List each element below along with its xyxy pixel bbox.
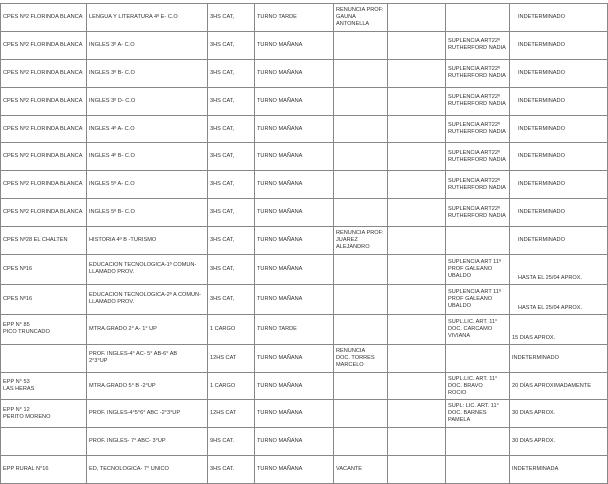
cell-school: EPP N° 53 LAS HERAS <box>1 372 87 400</box>
cell-hours: 3HS CAT. <box>208 456 255 484</box>
cell-school: CPES Nº28 EL CHALTEN <box>1 227 87 255</box>
cell-shift: TURNO MAÑANA <box>255 31 334 59</box>
table-row <box>1 428 608 456</box>
cell-substitute: SUPLENCIA ART22º RUTHERFORD NADIA <box>446 59 510 87</box>
cell-subject: ED, TECNOLOGICA- 7° UNICO <box>87 456 208 484</box>
cell-substitute: SUPLENCIA ART22º RUTHERFORD NADIA <box>446 199 510 227</box>
cell-school: CPES Nº2 FLORINDA BLANCA <box>1 171 87 199</box>
cell-extra <box>388 400 446 428</box>
cell-substitute: SUPLENCIA ART22º RUTHERFORD NADIA <box>446 171 510 199</box>
cell-extra <box>388 143 446 171</box>
cell-hours: 3HS CAT, <box>208 87 255 115</box>
cell-shift: TURNO MAÑANA <box>255 115 334 143</box>
table-row <box>1 4 608 32</box>
cell-reason <box>334 171 388 199</box>
cell-school: CPES Nº16 <box>1 284 87 314</box>
cell-hours: 3HS CAT, <box>208 171 255 199</box>
cell-school: CPES Nº2 FLORINDA BLANCA <box>1 199 87 227</box>
cell-reason <box>334 400 388 428</box>
cell-hours: 3HS CAT, <box>208 31 255 59</box>
cell-extra <box>388 171 446 199</box>
cell-substitute: SUPL: LIC. ART. 11° DOC. BARNES PAMELA <box>446 400 510 428</box>
cell-substitute: SUPLENCIA ART 11º PROF GALEANO UBALDO <box>446 255 510 285</box>
cell-subject: MTRA.GRADO 2° A- 1° UP <box>87 314 208 344</box>
table-row <box>1 143 608 171</box>
cell-substitute: SUPLENCIA ART22º RUTHERFORD NADIA <box>446 31 510 59</box>
cell-reason: RENUNCIA PROF: GAUNA ANTONELLA <box>334 4 388 32</box>
table-row <box>1 171 608 199</box>
cell-hours: 12HS CAT <box>208 344 255 372</box>
cell-duration: INDETERMINADO <box>510 344 608 372</box>
cell-extra <box>388 255 446 285</box>
cell-reason <box>334 199 388 227</box>
cell-school: CPES Nº2 FLORINDA BLANCA <box>1 31 87 59</box>
cell-hours: 3HS CAT, <box>208 59 255 87</box>
cell-substitute: SUPL.LIC. ART. 11° DOC. CARCAMO VIVIANA <box>446 314 510 344</box>
cell-shift: TURNO MAÑANA <box>255 87 334 115</box>
cell-subject: INGLES 3º B- C.O <box>87 59 208 87</box>
cell-subject: MTRA.GRADO 5° B -2°UP <box>87 372 208 400</box>
cell-duration: HASTA EL 25/04 APROX. <box>510 284 608 314</box>
cell-extra <box>388 227 446 255</box>
cell-shift: TURNO TARDE <box>255 4 334 32</box>
cell-hours: 9HS CAT. <box>208 428 255 456</box>
cell-substitute: SUPLENCIA ART22º RUTHERFORD NADIA <box>446 143 510 171</box>
cell-substitute <box>446 344 510 372</box>
cell-extra <box>388 456 446 484</box>
cell-shift: TURNO MAÑANA <box>255 143 334 171</box>
table-row <box>1 255 608 285</box>
cell-duration: HASTA EL 25/04 APROX. <box>510 255 608 285</box>
cell-duration: 30 DIAS APROX. <box>510 400 608 428</box>
cell-shift: TURNO MAÑANA <box>255 59 334 87</box>
cell-hours: 3HS CAT, <box>208 115 255 143</box>
cell-duration: INDETERMINADO <box>510 199 608 227</box>
vacancies-table <box>0 3 608 484</box>
table-row <box>1 314 608 344</box>
cell-substitute: SUPLENCIA ART22º RUTHERFORD NADIA <box>446 87 510 115</box>
cell-hours: 3HS CAT, <box>208 199 255 227</box>
table-row <box>1 87 608 115</box>
cell-subject: INGLES 4º A- C.O <box>87 115 208 143</box>
cell-reason: RENUNCIA DOC. TORRES MARCELO <box>334 344 388 372</box>
cell-school: CPES Nº16 <box>1 255 87 285</box>
cell-subject: INGLES 3º D- C.O <box>87 87 208 115</box>
cell-substitute: SUPL.LIC. ART. 11° DOC. BRAVO ROCIO <box>446 372 510 400</box>
cell-school: CPES Nº2 FLORINDA BLANCA <box>1 87 87 115</box>
cell-extra <box>388 199 446 227</box>
cell-school: CPES Nº2 FLORINDA BLANCA <box>1 59 87 87</box>
cell-subject: INGLES 5º A- C.O <box>87 171 208 199</box>
cell-hours: 12HS CAT <box>208 400 255 428</box>
cell-hours: 3HS CAT, <box>208 4 255 32</box>
cell-subject: LENGUA Y LITERATURA 4º E- C.O <box>87 4 208 32</box>
cell-extra <box>388 344 446 372</box>
cell-duration: 30 DIAS APROX. <box>510 428 608 456</box>
cell-duration: INDETERMINADO <box>510 227 608 255</box>
cell-extra <box>388 115 446 143</box>
cell-subject: PROF. INGLES- 7° ABC- 3°UP <box>87 428 208 456</box>
cell-reason <box>334 255 388 285</box>
cell-substitute <box>446 4 510 32</box>
cell-extra <box>388 314 446 344</box>
cell-hours: 3HS CAT, <box>208 143 255 171</box>
cell-subject: PROF. INGLES-4° AC- 5° AB-6° AB 2°3°UP <box>87 344 208 372</box>
cell-subject: PROF. INGLES-4°5°6° ABC -2°3°UP <box>87 400 208 428</box>
cell-subject: INGLES 4º B- C.O <box>87 143 208 171</box>
table-row <box>1 456 608 484</box>
cell-reason <box>334 143 388 171</box>
cell-duration: INDETERMINADO <box>510 59 608 87</box>
cell-shift: TURNO MAÑANA <box>255 456 334 484</box>
cell-reason <box>334 31 388 59</box>
cell-subject: INGLES 5º B- C.O <box>87 199 208 227</box>
cell-school: EPP N° 85 PICO TRUNCADO <box>1 314 87 344</box>
cell-hours: 3HS CAT, <box>208 284 255 314</box>
cell-shift: TURNO MAÑANA <box>255 171 334 199</box>
cell-subject: EDUCACION TECNOLOGICA-1º COMUN- LLAMADO PROV. <box>87 255 208 285</box>
cell-reason <box>334 428 388 456</box>
cell-school <box>1 428 87 456</box>
cell-reason <box>334 284 388 314</box>
cell-school: CPES Nº2 FLORINDA BLANCA <box>1 143 87 171</box>
cell-reason: RENUNCIA PROF: JUAREZ ALEJANDRO <box>334 227 388 255</box>
cell-duration: 15 DIAS APROX. <box>510 314 608 344</box>
cell-shift: TURNO MAÑANA <box>255 344 334 372</box>
cell-reason <box>334 314 388 344</box>
cell-extra <box>388 284 446 314</box>
cell-school <box>1 344 87 372</box>
cell-duration: INDETERMINADO <box>510 171 608 199</box>
cell-duration: INDETERMINADO <box>510 143 608 171</box>
table-row <box>1 199 608 227</box>
cell-extra <box>388 428 446 456</box>
cell-shift: TURNO MAÑANA <box>255 227 334 255</box>
table-row <box>1 284 608 314</box>
cell-substitute: SUPLENCIA ART 11º PROF GALEANO UBALDO <box>446 284 510 314</box>
cell-reason <box>334 59 388 87</box>
cell-extra <box>388 372 446 400</box>
cell-school: CPES Nº2 FLORINDA BLANCA <box>1 4 87 32</box>
cell-extra <box>388 87 446 115</box>
cell-shift: TURNO MAÑANA <box>255 400 334 428</box>
table-row <box>1 227 608 255</box>
cell-substitute <box>446 428 510 456</box>
cell-duration: INDETERMINADO <box>510 115 608 143</box>
cell-extra <box>388 4 446 32</box>
table-row <box>1 344 608 372</box>
cell-reason: VACANTE <box>334 456 388 484</box>
cell-subject: HISTORIA 4º B -TURISMO <box>87 227 208 255</box>
cell-shift: TURNO MAÑANA <box>255 199 334 227</box>
table-row <box>1 400 608 428</box>
cell-duration: INDETERMINADO <box>510 31 608 59</box>
cell-hours: 1 CARGO <box>208 372 255 400</box>
cell-hours: 3HS CAT, <box>208 227 255 255</box>
cell-shift: TURNO MAÑANA <box>255 372 334 400</box>
cell-shift: TURNO MAÑANA <box>255 255 334 285</box>
cell-subject: EDUCACION TECNOLOGICA-2º A COMUN- LLAMADO PROV. <box>87 284 208 314</box>
cell-substitute: SUPLENCIA ART22º RUTHERFORD NADIA <box>446 115 510 143</box>
cell-duration: INDETERMINADA <box>510 456 608 484</box>
cell-shift: TURNO MAÑANA <box>255 284 334 314</box>
cell-hours: 3HS CAT, <box>208 255 255 285</box>
cell-school: EPP N° 12 PERITO MORENO <box>1 400 87 428</box>
cell-school: CPES Nº2 FLORINDA BLANCA <box>1 115 87 143</box>
cell-reason <box>334 372 388 400</box>
cell-duration: INDETERMINADO <box>510 4 608 32</box>
cell-extra <box>388 59 446 87</box>
cell-shift: TURNO MAÑANA <box>255 428 334 456</box>
cell-substitute <box>446 227 510 255</box>
cell-shift: TURNO TARDE <box>255 314 334 344</box>
table-row <box>1 31 608 59</box>
cell-school: EPP RURAL N°16 <box>1 456 87 484</box>
table-row <box>1 115 608 143</box>
cell-duration: 20 DÍAS APROXIMADAMENTE <box>510 372 608 400</box>
table-row <box>1 59 608 87</box>
cell-hours: 1 CARGO <box>208 314 255 344</box>
cell-substitute <box>446 456 510 484</box>
cell-duration: INDETERMINADO <box>510 87 608 115</box>
cell-subject: INGLES 3º A- C.O <box>87 31 208 59</box>
cell-reason <box>334 87 388 115</box>
cell-extra <box>388 31 446 59</box>
cell-reason <box>334 115 388 143</box>
table-row <box>1 372 608 400</box>
